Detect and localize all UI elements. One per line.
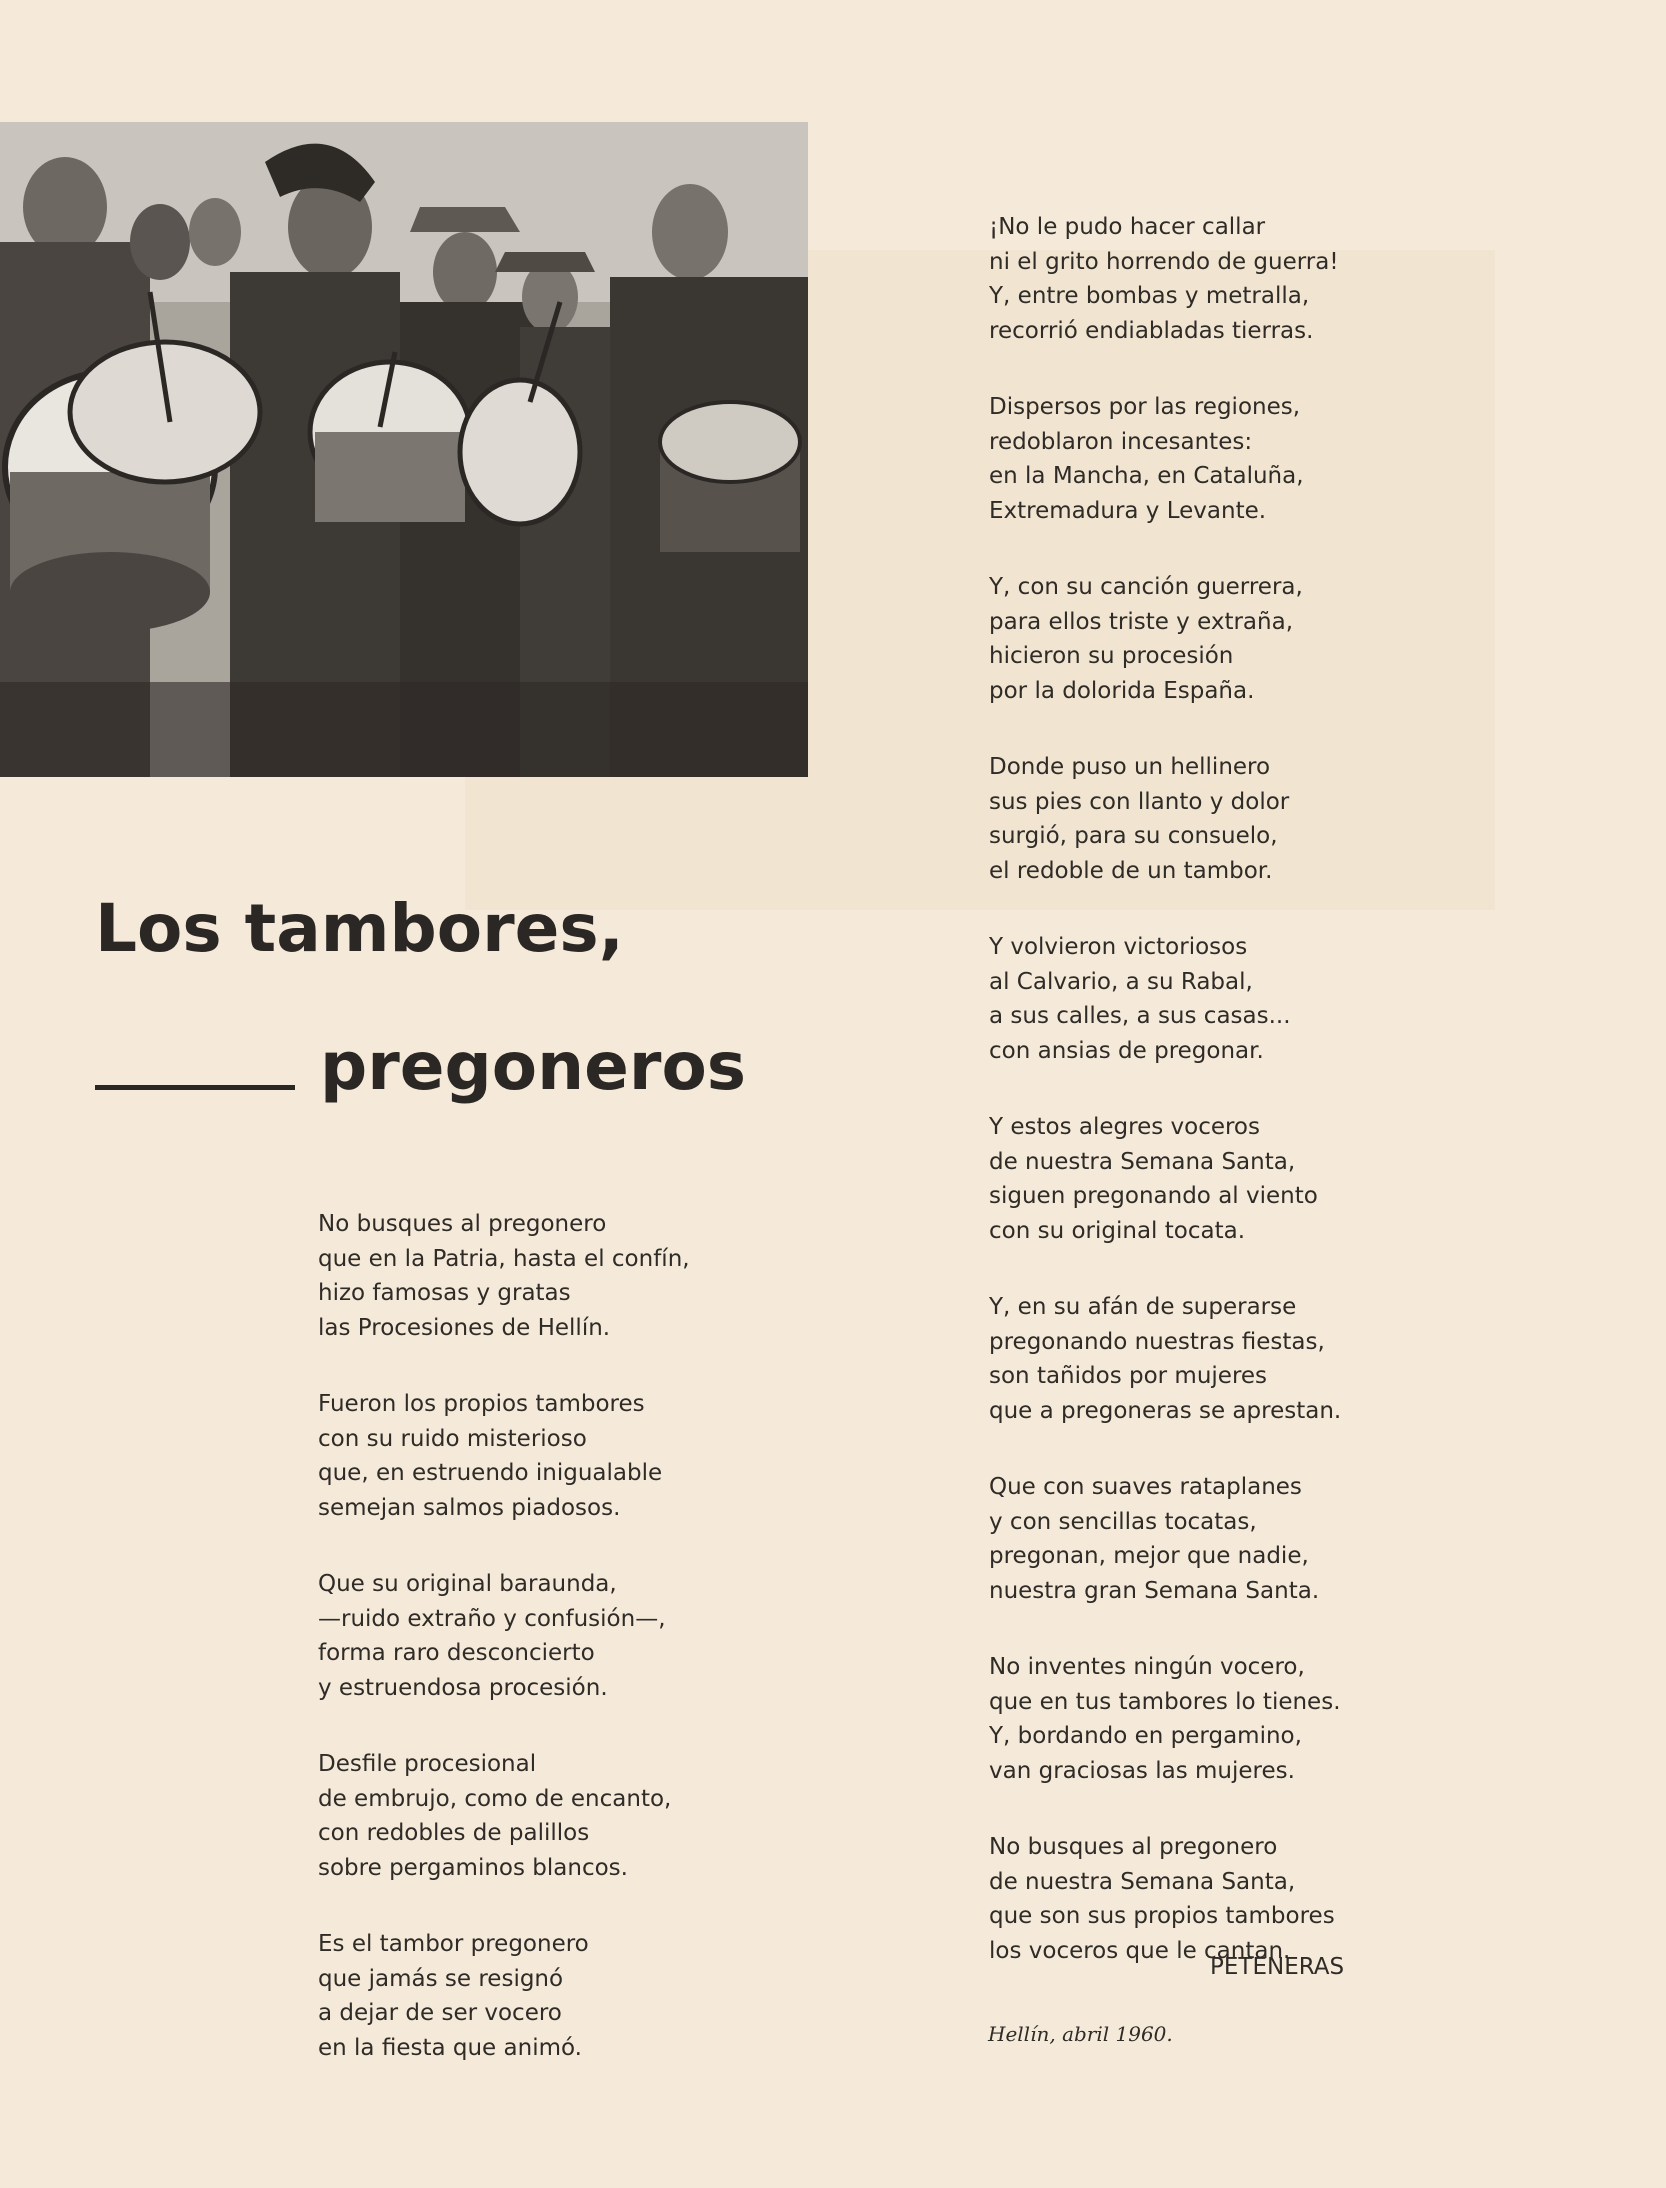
verse-line: de embrujo, como de encanto, xyxy=(318,1785,672,1812)
verse-line: por la dolorida España. xyxy=(989,677,1255,704)
verse-line: Y volvieron victoriosos xyxy=(989,934,1248,960)
verse-line: que, en estruendo inigualable xyxy=(318,1460,663,1486)
verse-line: Extremadura y Levante. xyxy=(989,497,1267,524)
verse-line: recorrió endiabladas tierras. xyxy=(989,317,1314,344)
verse-line: Desfile procesional xyxy=(318,1751,537,1777)
verse-line: de nuestra Semana Santa, xyxy=(989,1148,1296,1175)
verse-line: ni el grito horrendo de guerra! xyxy=(989,248,1339,275)
author-signature: PETENERAS xyxy=(1210,1954,1345,1980)
verse-line: a dejar de ser vocero xyxy=(318,2000,562,2026)
stanza xyxy=(318,1387,838,1525)
verse-line: que en tus tambores lo tienes. xyxy=(989,1688,1341,1715)
verse-line: Y estos alegres voceros xyxy=(989,1114,1260,1140)
verse-line: Que con suaves rataplanes xyxy=(989,1474,1302,1500)
verse-line: Y, bordando en pergamino, xyxy=(989,1723,1302,1749)
verse-line: que son sus propios tambores xyxy=(989,1903,1335,1929)
verse-line: Es el tambor pregonero xyxy=(318,1931,589,1957)
verse-line: el redoble de un tambor. xyxy=(989,857,1273,884)
stanza xyxy=(989,930,1549,1068)
article-title xyxy=(95,890,815,1128)
verse-line: semejan salmos piadosos. xyxy=(318,1494,621,1521)
verse-line: Y, entre bombas y metralla, xyxy=(989,283,1310,309)
verse-line: y con sencillas tocatas, xyxy=(989,1508,1257,1535)
drummers-photo xyxy=(0,122,808,777)
verse-line: Fueron los propios tambores xyxy=(318,1391,645,1417)
title-line-2: pregoneros xyxy=(320,1028,747,1105)
verse-line: para ellos triste y extraña, xyxy=(989,608,1294,635)
stanza xyxy=(318,1207,838,1345)
verse-line: surgió, para su consuelo, xyxy=(989,823,1278,849)
stanza xyxy=(989,1110,1549,1248)
verse-line: No inventes ningún vocero, xyxy=(989,1654,1305,1680)
dateline: Hellín, abril 1960. xyxy=(988,2022,1173,2046)
verse-line: van graciosas las mujeres. xyxy=(989,1757,1295,1784)
verse-line: las Procesiones de Hellín. xyxy=(318,1314,611,1341)
verse-line: siguen pregonando al viento xyxy=(989,1183,1318,1209)
verse-line: Dispersos por las regiones, xyxy=(989,394,1301,420)
verse-line: con su original tocata. xyxy=(989,1217,1246,1244)
verse-line: en la fiesta que animó. xyxy=(318,2034,582,2061)
verse-line: que jamás se resignó xyxy=(318,1965,564,1992)
verse-line: sus pies con llanto y dolor xyxy=(989,788,1290,815)
verse-line: Y, en su afán de superarse xyxy=(989,1294,1297,1320)
verse-line: con su ruido misterioso xyxy=(318,1425,587,1452)
verse-line: los voceros que le cantan. xyxy=(989,1937,1291,1964)
verse-line: Donde puso un hellinero xyxy=(989,754,1271,780)
stanza xyxy=(989,210,1549,348)
verse-line: son tañidos por mujeres xyxy=(989,1363,1268,1389)
poem-left-column xyxy=(318,1207,838,2107)
verse-line: con ansias de pregonar. xyxy=(989,1037,1264,1064)
verse-line: de nuestra Semana Santa, xyxy=(989,1868,1296,1895)
stanza xyxy=(318,1567,838,1705)
verse-line: que a pregoneras se aprestan. xyxy=(989,1397,1342,1424)
verse-line: hizo famosas y gratas xyxy=(318,1280,571,1306)
verse-line: a sus calles, a sus casas... xyxy=(989,1003,1291,1029)
title-line-2-wrapper xyxy=(95,1028,815,1128)
verse-line: pregonan, mejor que nadie, xyxy=(989,1543,1309,1569)
verse-line: pregonando nuestras fiestas, xyxy=(989,1328,1325,1355)
title-rule xyxy=(95,1085,295,1090)
verse-line: redoblaron incesantes: xyxy=(989,428,1253,455)
stanza xyxy=(318,1927,838,2065)
stanza xyxy=(989,1830,1549,1968)
verse-line: al Calvario, a su Rabal, xyxy=(989,968,1253,995)
verse-line: con redobles de palillos xyxy=(318,1820,590,1846)
verse-line: No busques al pregonero xyxy=(318,1211,607,1237)
verse-line: forma raro desconcierto xyxy=(318,1640,595,1666)
drummers-photo-illustration xyxy=(0,122,808,777)
stanza xyxy=(989,570,1549,708)
title-line-1: Los tambores, xyxy=(95,890,624,967)
verse-line: en la Mancha, en Cataluña, xyxy=(989,463,1304,489)
verse-line: hicieron su procesión xyxy=(989,643,1234,669)
stanza xyxy=(989,1290,1549,1428)
stanza xyxy=(318,1747,838,1885)
verse-line: que en la Patria, hasta el confín, xyxy=(318,1245,690,1272)
verse-line: y estruendosa procesión. xyxy=(318,1674,608,1701)
verse-line: No busques al pregonero xyxy=(989,1834,1278,1860)
stanza xyxy=(989,390,1549,528)
verse-line: —ruido extraño y confusión—, xyxy=(318,1605,666,1632)
verse-line: nuestra gran Semana Santa. xyxy=(989,1577,1320,1604)
verse-line: Y, con su canción guerrera, xyxy=(989,574,1303,600)
stanza xyxy=(989,1650,1549,1788)
verse-line: sobre pergaminos blancos. xyxy=(318,1854,628,1881)
stanza xyxy=(989,1470,1549,1608)
verse-line: ¡No le pudo hacer callar xyxy=(989,214,1266,240)
poem-right-column xyxy=(989,210,1549,2010)
verse-line: Que su original baraunda, xyxy=(318,1571,617,1597)
stanza xyxy=(989,750,1549,888)
